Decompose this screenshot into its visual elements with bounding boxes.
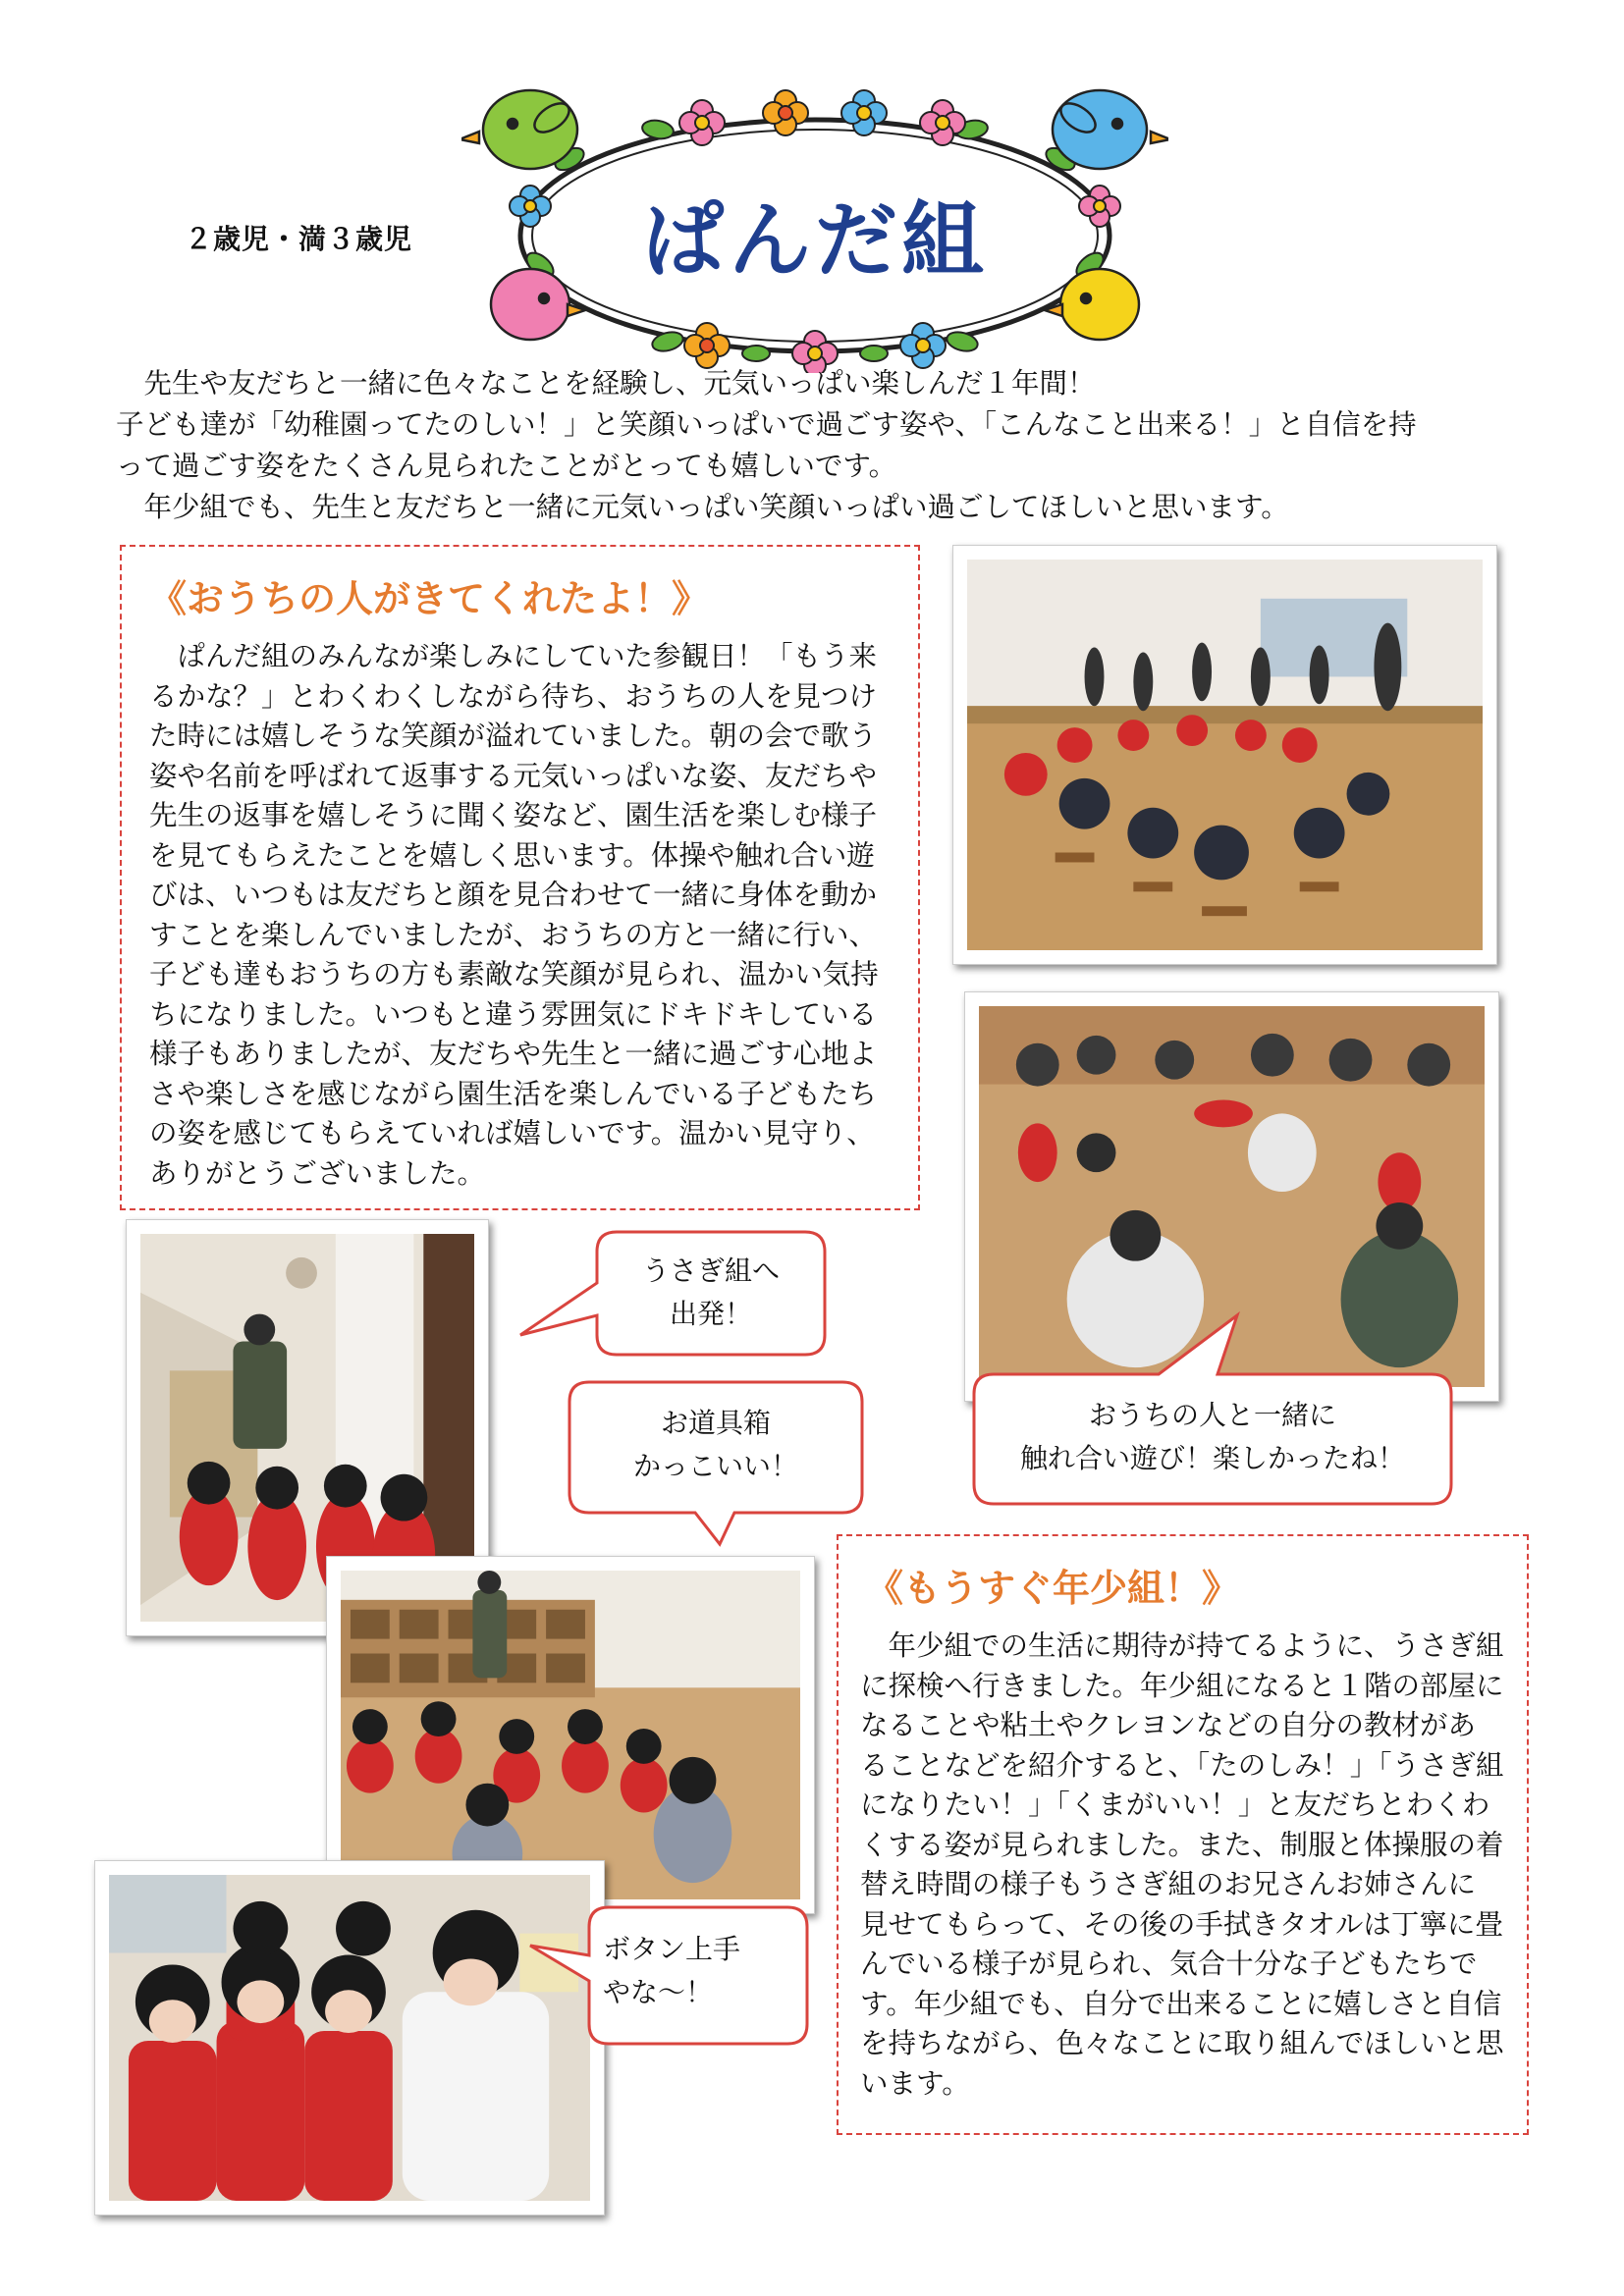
section-body [860,1627,1513,2104]
section-heading: 《おうちの人がきてくれたよ！》 [149,577,710,620]
blue-bird-icon [1053,90,1168,169]
section-line: ることなどを紹介すると、「たのしみ！」「うさぎ組 [860,1748,1504,1782]
bubble-text [974,1394,1451,1480]
section-line: びは、いつもは友だちと顔を見合わせて一緒に身体を動か [149,879,878,911]
intro-line: 年少組でも、先生と友だちと一緒に元気いっぱい笑顔いっぱい過ごしてほしいと思います。 [116,491,1289,523]
bubble-text [603,1928,740,2014]
section-line: ちになりました。いつもと違う雰囲気にドキドキしている [149,997,878,1031]
intro-line: って過ごす姿をたくさん見られたことがとっても嬉しいです。 [116,450,897,482]
bubble-line: ボタン上手 [603,1933,741,1965]
section-line: います。 [860,2066,970,2100]
section-line: 姿や名前を呼ばれて返事する元気いっぱいな姿、友だちや [149,759,878,792]
section-parents-visit [120,545,920,1210]
section-soon-nensho [837,1534,1529,2135]
speech-bubble-button [530,1904,815,2052]
bubble-text [597,1250,825,1336]
page-title: ぱんだ組 [641,192,988,289]
section-line: すことを楽しんでいましたが、おうちの方と一緒に行い、 [149,918,878,951]
section-line: さや楽しさを感じながら園生活を楽しんでいる子どもたち [149,1077,878,1110]
section-line: になりたい！」「くまがいい！」と友だちとわくわ [860,1789,1490,1821]
section-line: 見せてもらって、その後の手拭きタオルは丁寧に畳 [860,1907,1503,1941]
bubble-text [569,1402,862,1488]
bubble-line: やな～！ [603,1976,714,2008]
section-line: 様子もありましたが、友だちや先生と一緒に過ごす心地よ [149,1038,878,1070]
section-body [149,637,905,1194]
section-line: 替え時間の様子もうさぎ組のお兄さんお姉さんに [860,1868,1477,1900]
speech-bubble-depart [520,1222,835,1364]
section-line: に探検へ行きました。年少組になると１階の部屋に [860,1669,1504,1702]
section-line: を見てもらえたことを嬉しく思います。体操や触れ合い遊 [149,838,875,872]
section-line: ぱんだ組のみんなが楽しみにしていた参観日！「もう来 [149,640,878,672]
photo-classroom-circle [952,545,1497,965]
intro-text [116,363,1530,528]
speech-bubble-floor-play [972,1315,1453,1512]
bubble-line: おうちの人と一緒に [1088,1399,1336,1431]
section-line: た時には嬉しそうな笑顔が溢れていました。朝の会で歌う [149,720,878,752]
section-line: なることや粘土やクレヨンなどの自分の教材があ [860,1709,1477,1741]
section-line: んでいる様子が見られ、気合十分な子どもたちで [860,1948,1478,1980]
speech-bubble-toolbox [568,1377,872,1549]
section-line: るかな？」とわくわくしながら待ち、おうちの人を見つけ [149,679,878,713]
section-line: 子ども達もおうちの方も素敵な笑顔が見られ、温かい気持 [149,958,879,990]
grade-label: ２歳児・満３歳児 [185,223,413,255]
section-line: 年少組での生活に期待が持てるように、うさぎ組 [860,1629,1504,1662]
bubble-line: 出発！ [669,1298,752,1330]
section-heading: 《もうすぐ年少組！》 [866,1567,1240,1610]
section-line: を持ちながら、色々なことに取り組んでほしいと思 [860,2027,1504,2059]
title-frame [461,79,1168,373]
section-line: くする姿が見られました。また、制服と体操服の着 [860,1828,1504,1861]
bubble-line: かっこいい！ [632,1450,798,1482]
intro-line: 先生や友だちと一緒に色々なことを経験し、元気いっぱい楽しんだ１年間！ [116,367,1096,400]
bubble-line: うさぎ組へ [641,1255,780,1287]
section-line: の姿を感じてもらえていれば嬉しいです。温かい見守り、 [149,1117,875,1149]
section-line: ありがとうございました。 [149,1156,486,1190]
bubble-line: 触れ合い遊び！楽しかったね！ [1019,1442,1405,1474]
bubble-line: お道具箱 [660,1407,771,1439]
photo-button-practice [94,1860,605,2216]
section-line: す。年少組でも、自分で出来ることに嬉しさと自信 [860,1987,1502,2020]
section-line: 先生の返事を嬉しそうに聞く姿など、園生活を楽しむ様子 [149,799,878,831]
intro-line: 子ども達が「幼稚園ってたのしい！」と笑顔いっぱいで過ごす姿や、「こんなこと出来る！」と自信を持 [116,408,1417,441]
green-bird-icon [461,90,577,169]
